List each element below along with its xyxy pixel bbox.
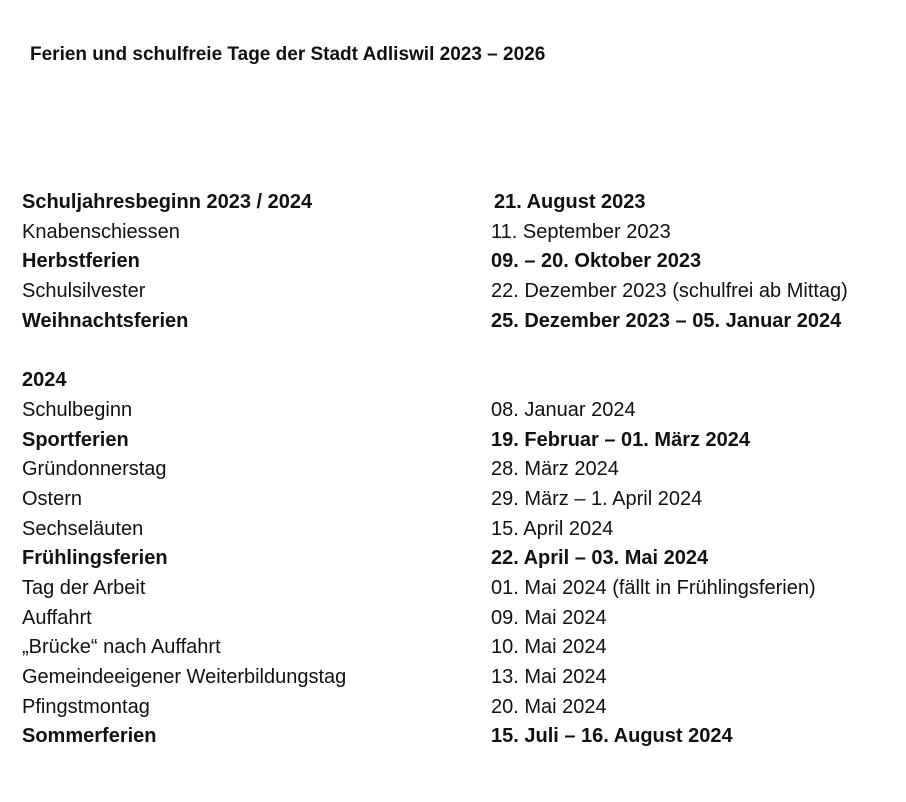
event-label: Schuljahresbeginn 2023 / 2024 — [22, 191, 313, 213]
list-item — [22, 247, 892, 277]
event-label: „Brücke“ nach Auffahrt — [22, 636, 221, 659]
event-date: 13. Mai 2024 — [491, 666, 607, 688]
event-date: 22. Dezember 2023 (schulfrei ab Mittag) — [491, 280, 848, 303]
event-date: 01. Mai 2024 (fällt in Frühlingsferien) — [491, 576, 816, 599]
event-label: Herbstferien — [22, 250, 140, 273]
list-item — [22, 604, 892, 634]
list-item — [22, 307, 892, 337]
event-date: 15. Juli – 16. August 2024 — [491, 725, 733, 748]
event-label: Sportferien — [22, 428, 129, 451]
page-title: Ferien und schulfreie Tage der Stadt Adliswil 2023 – 2026 — [30, 44, 546, 65]
event-date: 28. März 2024 — [491, 458, 619, 481]
list-item — [22, 485, 892, 515]
event-label: Frühlingsferien — [22, 547, 168, 570]
list-item — [22, 722, 892, 752]
list-item — [22, 396, 892, 426]
event-date: 09. Mai 2024 — [491, 606, 607, 629]
event-date: 22. April – 03. Mai 2024 — [491, 547, 709, 570]
list-item — [22, 277, 892, 307]
section-spacer — [22, 336, 892, 366]
event-label: Tag der Arbeit — [22, 576, 146, 599]
holiday-list — [22, 188, 892, 752]
list-item — [22, 693, 892, 723]
event-label: Schulbeginn — [22, 398, 133, 421]
section-heading-label: 2024 — [22, 369, 67, 392]
event-date: 20. Mai 2024 — [491, 695, 607, 718]
event-date: 09. – 20. Oktober 2023 — [491, 250, 702, 273]
section-heading — [22, 366, 892, 396]
event-label: Knabenschiessen — [22, 220, 180, 243]
list-item — [22, 515, 892, 545]
event-label: Ostern — [22, 487, 83, 510]
event-label: Weihnachtsferien — [22, 309, 189, 332]
event-date: 10. Mai 2024 — [491, 636, 607, 659]
event-label: Pfingstmontag — [22, 695, 150, 718]
list-item — [22, 663, 892, 693]
event-label: Sechseläuten — [22, 517, 144, 540]
event-date: 08. Januar 2024 — [491, 398, 636, 421]
list-item — [22, 633, 892, 663]
event-date: 29. März – 1. April 2024 — [491, 487, 703, 510]
event-date: 25. Dezember 2023 – 05. Januar 2024 — [491, 309, 842, 332]
list-item — [22, 188, 892, 218]
event-label: Auffahrt — [22, 606, 92, 629]
event-date: 19. Februar – 01. März 2024 — [491, 428, 751, 451]
list-item — [22, 574, 892, 604]
event-date: 15. April 2024 — [491, 517, 614, 540]
event-date: 11. September 2023 — [491, 220, 671, 243]
event-date: 21. August 2023 — [494, 191, 646, 213]
event-label: Gemeindeeigener Weiterbildungstag — [22, 666, 347, 688]
event-label: Gründonnerstag — [22, 458, 167, 481]
list-item — [22, 218, 892, 248]
list-item — [22, 426, 892, 456]
list-item — [22, 455, 892, 485]
event-label: Sommerferien — [22, 725, 157, 748]
event-label: Schulsilvester — [22, 280, 146, 303]
list-item — [22, 544, 892, 574]
